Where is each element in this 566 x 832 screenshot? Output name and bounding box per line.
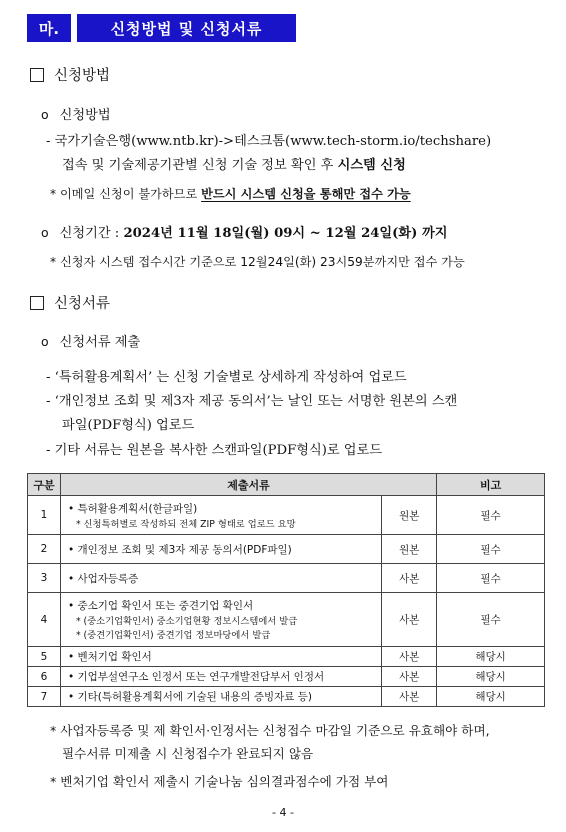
checkbox-square-icon xyxy=(30,296,44,310)
row-number: 1 xyxy=(28,496,61,535)
table-row xyxy=(28,647,545,667)
period-note: * 신청자 시스템 접수시간 기준으로 12월24일(화) 23시59분까지만 접수 가능 xyxy=(50,255,465,269)
table-row xyxy=(28,564,545,593)
footnote-1-line-1: * 사업자등록증 및 제 확인서·인정서는 신청접수 마감일 기준으로 유효해야 하며, xyxy=(50,723,490,738)
item-heading-text: 신청서류 제출 xyxy=(59,335,141,350)
section-title-badge: 신청방법 및 신청서류 xyxy=(77,14,296,42)
table-header-row xyxy=(28,474,545,496)
section-heading-method xyxy=(30,64,110,85)
documents-line-2: - ‘개인정보 조회 및 제3자 제공 동의서’는 날인 또는 서명한 원본의 스캔 xyxy=(46,394,458,409)
circle-bullet-icon: o xyxy=(41,334,49,349)
method-line-2 xyxy=(62,154,406,173)
row-copy-type: 원본 xyxy=(382,535,437,564)
method-line-1: - 국가기술은행(www.ntb.kr)->테스크톰(www.tech-storm.io/techshare) xyxy=(46,134,492,149)
row-copy-type: 사본 xyxy=(382,647,437,667)
row-number: 5 xyxy=(28,647,61,667)
row-document-text: • 중소기업 확인서 또는 중견기업 확인서 xyxy=(67,600,254,612)
row-document-text: • 특허활용계획서(한글파일) xyxy=(67,502,198,515)
header-remarks: 비고 xyxy=(437,474,545,496)
footnote-1-line-2: 필수서류 미제출 시 신청접수가 완료되지 않음 xyxy=(62,746,314,761)
section-number-badge: 마. xyxy=(27,14,71,42)
row-document-text: • 기타(특허활용계획서에 기술된 내용의 증빙자료 등) xyxy=(60,687,381,707)
header-category: 구분 xyxy=(28,474,61,496)
table-row xyxy=(28,667,545,687)
row-document-subnote: * (중견기업확인서) 중견기업 정보마당에서 발급 xyxy=(75,630,271,641)
row-remark: 해당시 xyxy=(437,667,545,687)
row-remark: 필수 xyxy=(437,535,545,564)
documents-line-1: - ‘특허활용계획서’ 는 신청 기술별로 상세하게 작성하여 업로드 xyxy=(46,370,407,385)
row-remark: 필수 xyxy=(437,496,545,535)
row-document-subnote: * (중소기업확인서) 중소기업현황 정보시스템에서 발급 xyxy=(75,616,298,627)
row-remark: 필수 xyxy=(437,564,545,593)
period-line xyxy=(41,222,447,241)
documents-line-4: - 기타 서류는 원본을 복사한 스캔파일(PDF형식)로 업로드 xyxy=(46,443,383,458)
row-number: 7 xyxy=(28,687,61,707)
page-number: - 4 - xyxy=(272,806,294,819)
documents-table xyxy=(27,473,545,707)
row-document-text: • 벤처기업 확인서 xyxy=(60,647,381,667)
row-copy-type: 원본 xyxy=(382,496,437,535)
method-note-1 xyxy=(50,185,411,202)
table-row xyxy=(28,496,545,535)
method-note-1-bold: 반드시 시스템 신청을 통해만 접수 가능 xyxy=(201,187,411,201)
row-remark: 필수 xyxy=(437,593,545,647)
row-document-text: • 개인정보 조회 및 제3자 제공 동의서(PDF파일) xyxy=(60,535,381,564)
item-heading-documents xyxy=(41,331,140,350)
row-number: 6 xyxy=(28,667,61,687)
checkbox-square-icon xyxy=(30,68,44,82)
row-remark: 해당시 xyxy=(437,647,545,667)
table-row xyxy=(28,593,545,647)
circle-bullet-icon: o xyxy=(41,107,49,122)
row-number: 4 xyxy=(28,593,61,647)
method-line-2-prefix: 접속 및 기술제공기관별 신청 기술 정보 확인 후 xyxy=(62,158,338,173)
footnote-2: * 벤처기업 확인서 제출시 기술나눔 심의결과점수에 가점 부여 xyxy=(50,774,389,789)
row-copy-type: 사본 xyxy=(382,687,437,707)
row-document xyxy=(60,496,381,535)
row-remark: 해당시 xyxy=(437,687,545,707)
method-note-1-prefix: * 이메일 신청이 불가하므로 xyxy=(50,187,202,201)
row-copy-type: 사본 xyxy=(382,564,437,593)
circle-bullet-icon: o xyxy=(41,225,49,240)
row-document-text: • 기업부설연구소 인정서 또는 연구개발전담부서 인정서 xyxy=(60,667,381,687)
section-heading-text: 신청서류 xyxy=(54,296,111,312)
table-row xyxy=(28,535,545,564)
row-number: 2 xyxy=(28,535,61,564)
row-copy-type: 사본 xyxy=(382,667,437,687)
section-heading-text: 신청방법 xyxy=(54,68,111,84)
row-document-subnote: * 신청특허별로 작성하되 전체 ZIP 형태로 업로드 요망 xyxy=(75,518,296,530)
row-document xyxy=(60,593,381,647)
row-copy-type: 사본 xyxy=(382,593,437,647)
period-label: 신청기간 : xyxy=(59,226,124,241)
section-heading-documents xyxy=(30,292,110,313)
item-heading-text: 신청방법 xyxy=(59,108,111,123)
row-document-text: • 사업자등록증 xyxy=(60,564,381,593)
table-row xyxy=(28,687,545,707)
documents-line-3: 파일(PDF형식) 업로드 xyxy=(62,418,195,433)
header-documents: 제출서류 xyxy=(60,474,436,496)
row-number: 3 xyxy=(28,564,61,593)
period-value: 2024년 11월 18일(월) 09시 ~ 12월 24일(화) 까지 xyxy=(123,226,448,241)
method-line-2-bold: 시스템 신청 xyxy=(337,158,406,173)
item-heading-method xyxy=(41,104,111,123)
